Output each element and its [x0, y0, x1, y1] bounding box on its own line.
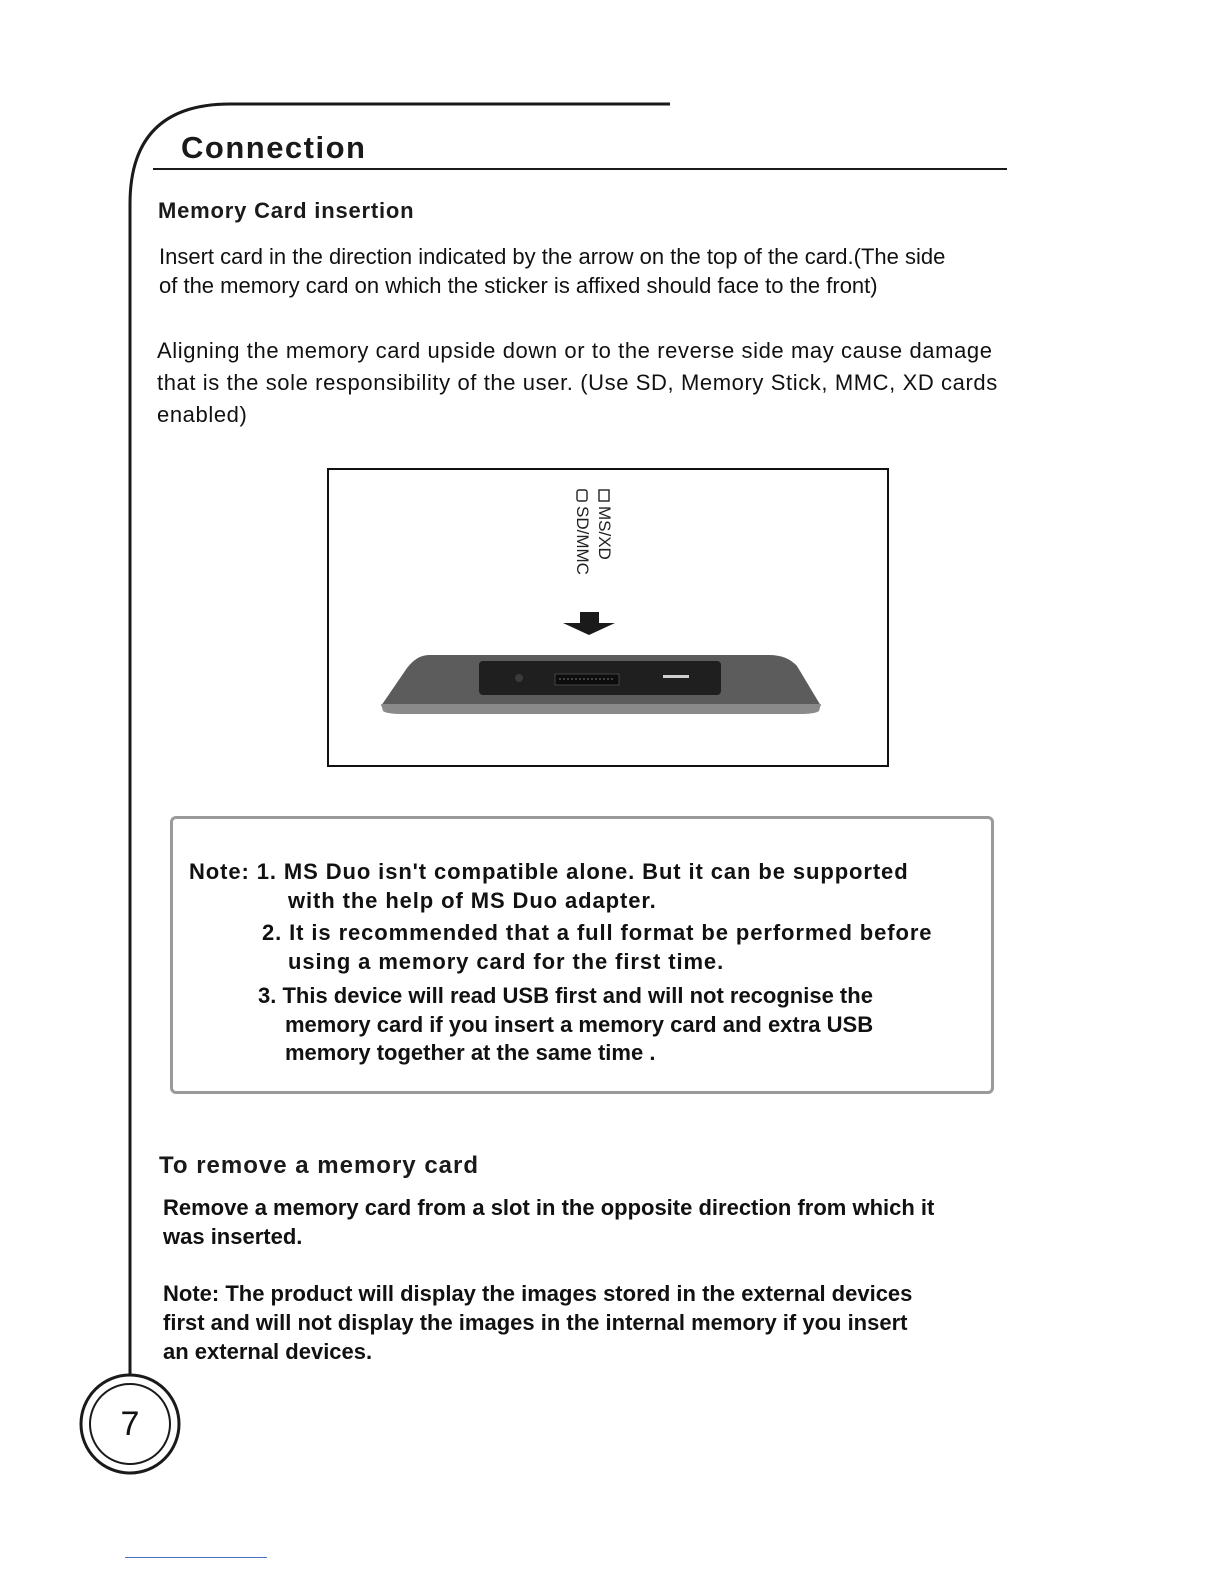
device-illustration	[329, 470, 887, 765]
note-line: memory together at the same time .	[285, 1040, 656, 1065]
card-insertion-figure	[327, 468, 889, 767]
note-line: 3. This device will read USB first and will not recognise the	[258, 983, 873, 1008]
insertion-instruction-line: Insert card in the direction indicated by the arrow on the top of the card.(The side	[159, 244, 946, 269]
usb-slot	[663, 675, 689, 678]
insertion-warning-line: that is the sole responsibility of the user. (Use SD, Memory Stick, MMC, XD cards	[157, 370, 998, 395]
device-base	[381, 704, 821, 714]
page-title: Connection	[181, 130, 367, 165]
slot-label-ms-xd: MS/XD	[595, 506, 614, 560]
note-line: memory card if you insert a memory card and extra USB	[285, 1012, 874, 1037]
note-line: Note: 1. MS Duo isn't compatible alone. But it can be supported	[189, 859, 909, 884]
note-box	[170, 816, 994, 1094]
indicator-dot	[515, 674, 523, 682]
insertion-warning-line: Aligning the memory card upside down or to the reverse side may cause damage	[157, 338, 993, 363]
sd-mmc-slot-icon	[577, 490, 587, 501]
note-line: with the help of MS Duo adapter.	[288, 888, 657, 913]
insertion-instruction	[159, 242, 1059, 300]
removal-note-line: first and will not display the images in the internal memory if you insert	[163, 1310, 908, 1335]
insertion-warning	[157, 335, 1097, 431]
removal-instruction	[163, 1193, 1043, 1251]
note-line: 2. It is recommended that a full format be performed before	[262, 920, 933, 945]
removal-heading: To remove a memory card	[159, 1152, 480, 1179]
footer-divider	[125, 1557, 267, 1558]
removal-instruction-line: was inserted.	[163, 1224, 303, 1249]
note-line: using a memory card for the first time.	[288, 949, 725, 974]
removal-note-line: Note: The product will display the images stored in the external devices	[163, 1281, 913, 1306]
page-number: 7	[120, 1404, 140, 1443]
removal-note-line: an external devices.	[163, 1339, 373, 1364]
slot-labels	[573, 490, 614, 575]
slot-label-sd-mmc: SD/MMC	[573, 506, 592, 575]
removal-instruction-line: Remove a memory card from a slot in the opposite direction from which it	[163, 1195, 935, 1220]
insert-direction-arrow-icon	[563, 612, 615, 635]
insertion-instruction-line: of the memory card on which the sticker is affixed should face to the front)	[159, 273, 878, 298]
insertion-heading: Memory Card insertion	[158, 198, 415, 223]
removal-note	[163, 1279, 1043, 1366]
insertion-warning-line: enabled)	[157, 402, 248, 427]
ms-xd-slot-icon	[599, 490, 609, 501]
